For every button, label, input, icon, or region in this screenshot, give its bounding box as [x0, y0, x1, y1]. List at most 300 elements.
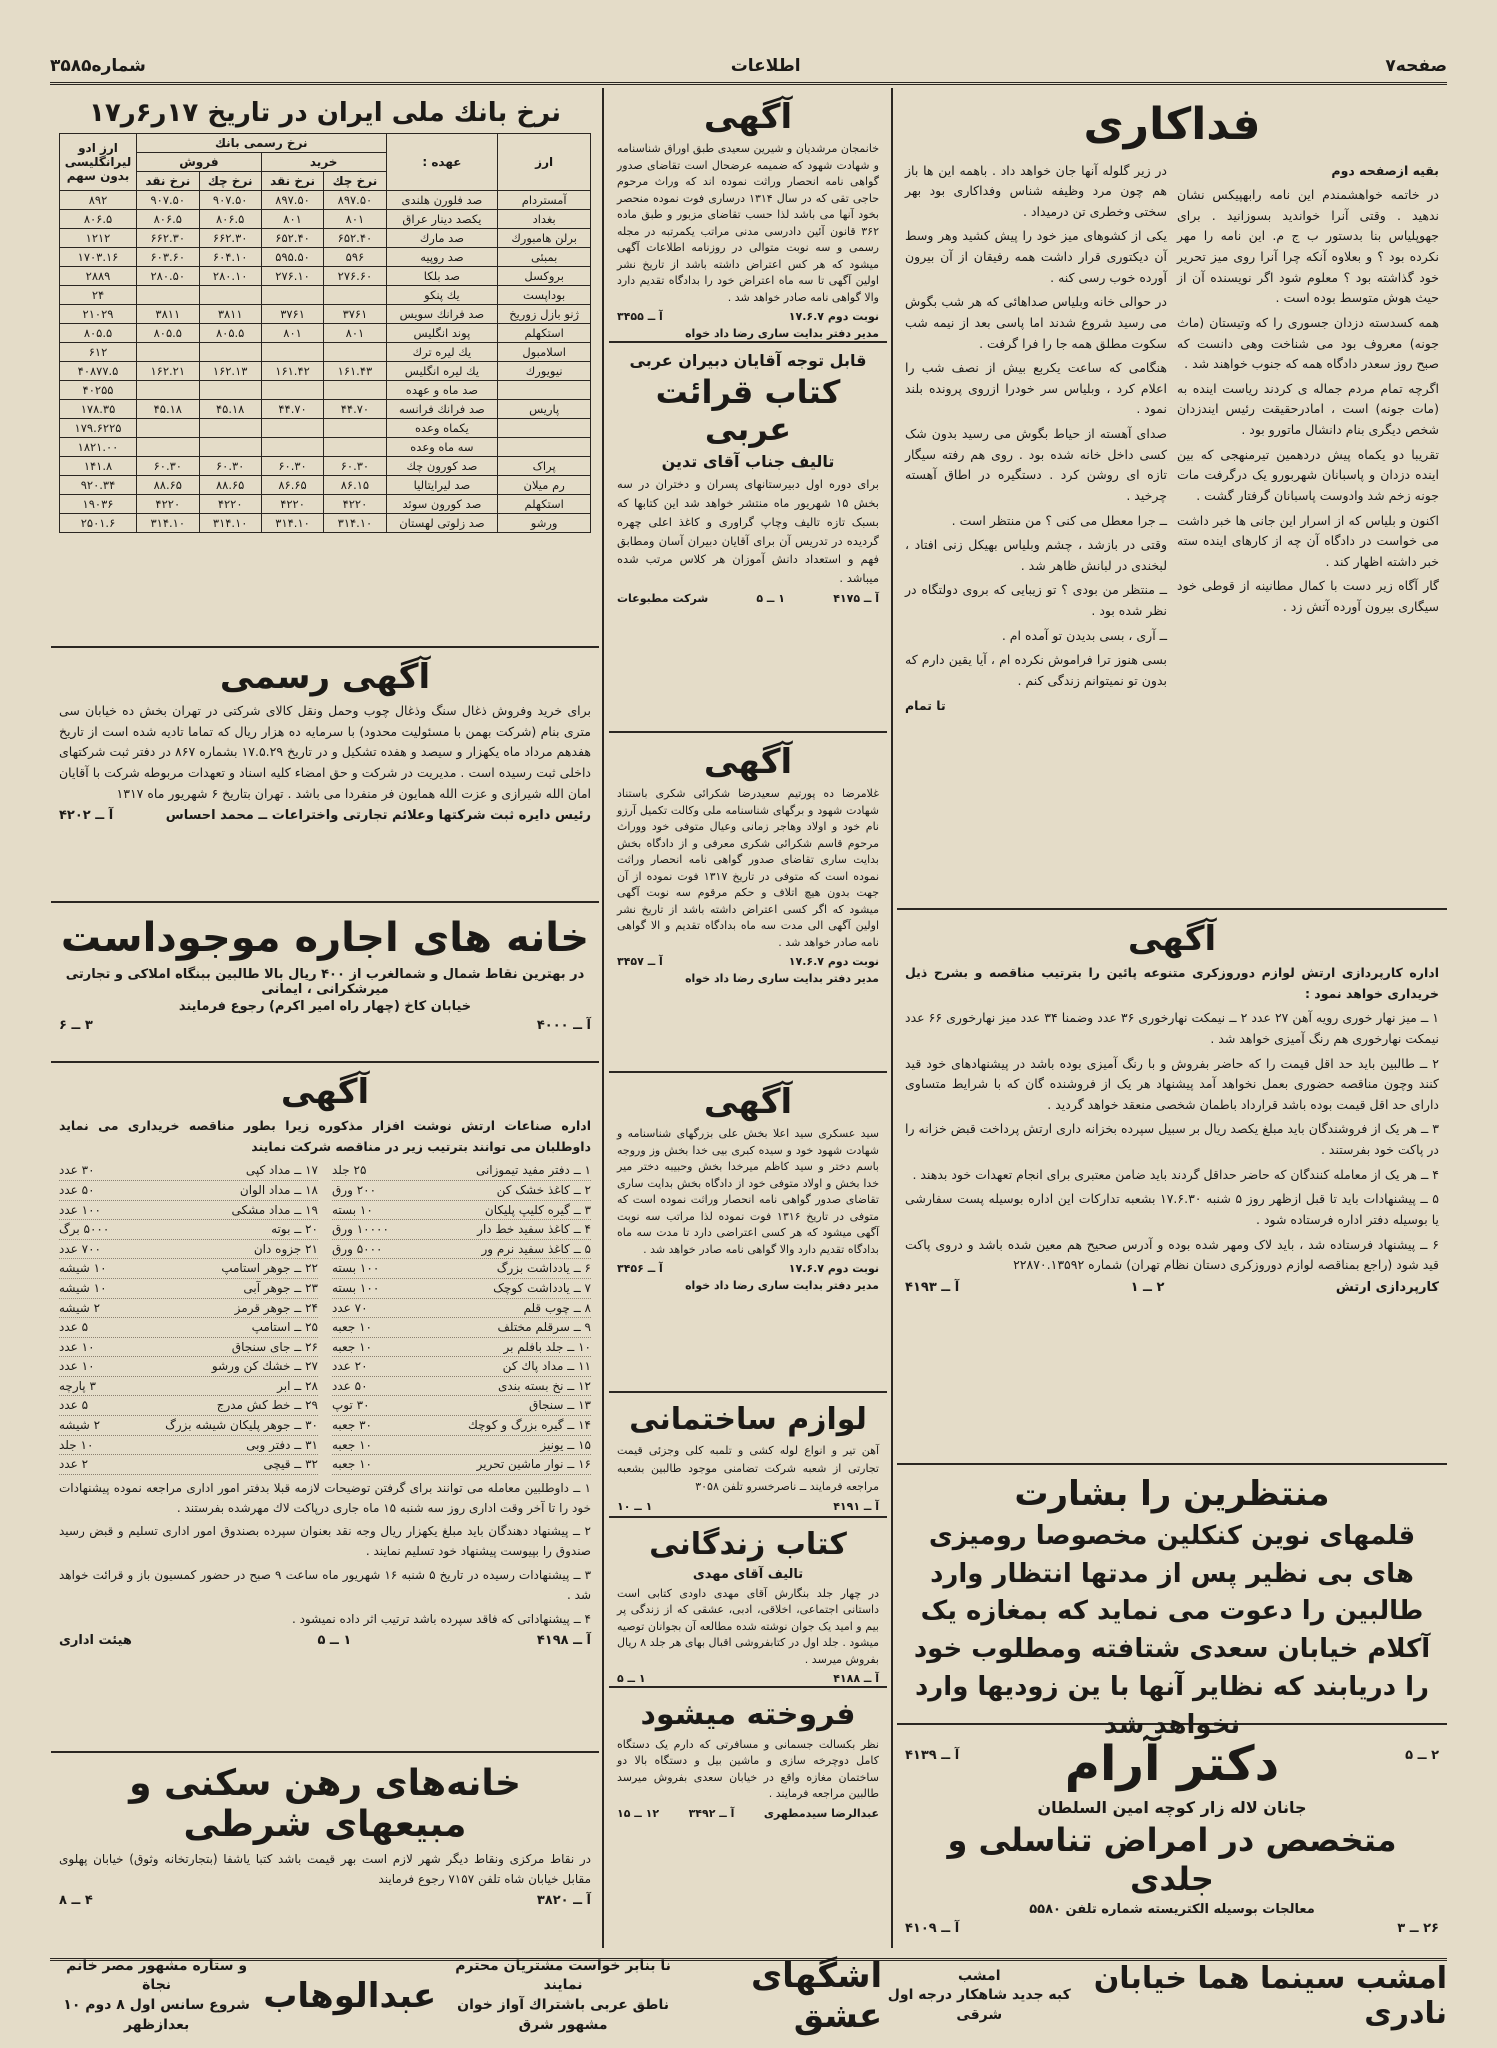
rates-cell: ۸۰۶.۵ [137, 210, 200, 229]
ad-signature-row [617, 972, 879, 985]
ad-inheritance-1 [609, 88, 887, 343]
item-quantity: ۲۰۰ ورق [332, 1182, 377, 1197]
ad-title: فروخته میشود [640, 1697, 856, 1732]
rates-cell [199, 438, 261, 457]
item-quantity: ۵ عدد [59, 1320, 89, 1335]
item-name: ۵ ــ کاغذ سفید نرم ور [481, 1241, 591, 1256]
item-name: ۷ ــ یادداشت کوچک [493, 1280, 591, 1295]
stationery-item [59, 1416, 318, 1436]
stationery-item [59, 1299, 318, 1319]
ad-footer [617, 310, 879, 323]
right-column [897, 88, 1447, 1943]
item-name: ۱۳ ــ سنجاق [529, 1398, 591, 1413]
rates-cell [324, 343, 386, 362]
stationery-item [332, 1436, 591, 1456]
rates-cell [199, 286, 261, 305]
stationery-item [332, 1416, 591, 1436]
ad-body: در بهترین نقاط شمال و شمالغرب از ۴۰۰ ریال بالا طالبین ببنگاه املاکی و تجارتی میرشکرانی ، ایمانی [65, 967, 585, 997]
item-quantity: ۷۰ عدد [332, 1300, 368, 1315]
rates-cell: صد فرانك سویس [386, 305, 498, 324]
stationery-item [332, 1279, 591, 1299]
ad-body: برای خرید وفروش ذغال سنگ وذغال چوب وحمل ونقل کالای شرکتی در تهران بخش ده خیابان سی متری بنام (شرکت بهمن با مسئولیت محدود) با سرمایه ده هزار ریال که تماما تادیه شده است از تاریخ هفدهم مرداد ماه یکهزار و سیصد و هفده تشکیل و در تاریخ ۱۷.۵.۲۹ بشماره ۸۶۷ در دفتر ثبت شرکتهای داخلی ثبت رسیده است . مدیریت در شرکت و حق امضاء کلیه اسناد و تعهدات مربوطه شرکت با آقایان امان الله شیرازی و عزت الله همایون فر منفردا می باشد . تهران بتاریخ ۶ شهریور ماه ۱۳۱۷ [59, 703, 592, 801]
rates-cell: پاریس [498, 400, 591, 419]
rates-cell: ۴۴.۷۰ [261, 400, 324, 419]
item-name: ۱۵ ــ یونیز [540, 1437, 591, 1452]
ad-condition: ۴ ــ پیشنهاداتی که فاقد سپرده باشد ترتیب اثر داده نمیشود . [291, 1611, 591, 1626]
ad-item: ۳ ــ هر یک از فروشندگان باید مبلغ یکصد ریال بر سبیل سپرده بخزانه داری ارتش پرداخت قبض خزانه را در پاکت خود بفرستند . [905, 1121, 1439, 1158]
rates-cell: ۱۲۱۲ [60, 229, 137, 248]
item-name: ۲۷ ــ خشك کن ورشو [211, 1359, 318, 1374]
rates-cell: نیویورك [498, 362, 591, 381]
rates-row [60, 267, 591, 286]
ad-pages: ۱ ــ ۱۰ [617, 1499, 653, 1513]
ad-pages: ۲۶ ــ ۳ [1397, 1920, 1439, 1936]
ad-footer [59, 1893, 591, 1908]
item-name: ۲۱ جزوه دان [253, 1241, 318, 1256]
film-note-block [882, 1967, 1076, 2026]
item-quantity: ۲۵ جلد [332, 1163, 367, 1178]
stationery-item [332, 1161, 591, 1181]
ad-footer [59, 1018, 591, 1033]
rates-cell: ۶۰.۳۰ [199, 457, 261, 476]
rates-cell: ۴۲۲۰ [199, 495, 261, 514]
rates-cell: ۱۸۲۱.۰۰ [60, 438, 137, 457]
stationery-item [59, 1396, 318, 1416]
ad-title: دکتر آرام [1064, 1736, 1280, 1792]
rates-cell: ۸۶.۶۵ [261, 476, 324, 495]
rates-cell: صد روپیه [386, 248, 498, 267]
item-name: ۱۷ ــ مداد کپی [245, 1163, 318, 1178]
rates-row [60, 457, 591, 476]
rates-cell: صد بلکا [386, 267, 498, 286]
item-quantity: ۳۰ عدد [59, 1163, 95, 1178]
rates-cell: برلن هامبورك [498, 229, 591, 248]
item-quantity: ۲۰ عدد [332, 1359, 368, 1374]
item-name: ۱۰ ــ جلد بافلم بر [503, 1339, 591, 1354]
item-quantity: ۱۰ جلد [59, 1437, 94, 1452]
item-name: ۱۶ ــ نوار ماشین تحریر [476, 1457, 591, 1472]
rates-cell [324, 438, 386, 457]
item-quantity: ۱۰۰۰۰ ورق [332, 1222, 389, 1237]
ad-footer [617, 592, 879, 605]
ad-notice: قابل توجه آقایان دبیران عربی [629, 351, 867, 370]
story-paragraph: همه کسدسته دزدان جسوری را که وتیستان (ماث جونه) معروف بود می شناخت وهی دانست که صبح روز سعدر دادگاه همه که جنوب خواهند شد . [1177, 314, 1439, 372]
item-quantity: ۱۰ بسته [332, 1202, 373, 1217]
ad-code: آ ــ ۳۴۵۷ [617, 955, 663, 969]
rates-cell: ۸۰۵.۵ [60, 324, 137, 343]
item-quantity: ۱۰ جعبه [332, 1320, 372, 1335]
rates-cell: ۴۵.۱۸ [137, 400, 200, 419]
rates-cell: یك لیره ترك [386, 343, 498, 362]
ad-footer [59, 808, 591, 823]
rates-cell: ۵۹۵.۵۰ [261, 248, 324, 267]
story-paragraph: صدای آهسته از حیاط بگوش می رسید بدون شک کسی داخل خانه شده بود . روی هم رفته سیگار تازه ای روشن کرد . دستگیره در اطاق آهسته چرخید . [905, 426, 1167, 503]
ad-title: منتظرین را بشارت [1014, 1474, 1330, 1514]
stationery-item [332, 1357, 591, 1377]
ad-item: ۲ ــ طالبین باید حد اقل قیمت را که حاضر بفروش و با رنگ آمیزی بوده باشد در پیشنهادهای خود قید کنند وچون مناقصه حضوری بعمل نخواهد آمد پیشنهاد هر یک از فروشنده گان که با شرایط متساوی دارای حد اقل قیمت بوده باشد قرارداد باطمان شخصی منعقد خواهد گردید . [905, 1055, 1439, 1112]
rates-cell: ۳۷۶۱ [261, 305, 324, 324]
rates-cell [137, 343, 200, 362]
rates-col-extra: ارز ادو لیرانگلیسی بدون سهم [60, 134, 137, 191]
rates-col-sell: فروش [137, 153, 262, 172]
rates-row [60, 324, 591, 343]
item-quantity: ۱۰ عدد [59, 1339, 95, 1354]
ad-pages: ۴ ــ ۸ [59, 1893, 93, 1909]
ad-title: لوازم ساختمانی [629, 1402, 867, 1437]
ad-stationery-tender [51, 1063, 599, 1753]
ad-footer [59, 1633, 591, 1648]
ad-item: ۱ ــ میز نهار خوری رویه آهن ۲۷ عدد ۲ ــ نیمکت نهارخوری ۳۶ عدد وضمنا ۳۴ عدد میز نهارخوری ۶۶ عدد نیمکت نهارخوری هم رنگ آمیزی خواهد شد . [905, 1010, 1439, 1046]
cinema-name: امشب سینما هما خیابان نادری [1093, 1961, 1447, 2031]
ad-code: آ ــ ۴۱۹۱ [833, 1499, 879, 1513]
ad-code: آ ــ ۳۴۵۵ [617, 310, 663, 324]
rates-cell: ۴۵.۱۸ [199, 400, 261, 419]
rates-cell: بغداد [498, 210, 591, 229]
item-name: ۳۱ ــ دفتر وبی [246, 1437, 318, 1452]
rates-row [60, 381, 591, 400]
rates-cell: صد زلوتی لهستان [386, 514, 498, 533]
stationery-item [332, 1181, 591, 1201]
rates-row [60, 191, 591, 210]
rates-col-currency: ارز [498, 134, 591, 191]
ad-address: خیابان کاخ (چهار راه امیر اکرم) رجوع فرمایند [178, 999, 472, 1014]
ad-footer [617, 1672, 879, 1685]
rates-cell: ۲۷۶.۱۰ [261, 267, 324, 286]
story-paragraph: گار آگاه زیر دست با کمال مطانینه از قوطی خود سیگاری بیرون آورده آتش زد . [1177, 578, 1439, 615]
rates-cell: ۲۴ [60, 286, 137, 305]
item-name: ۲۲ ــ جوهر استامپ [221, 1261, 318, 1276]
rates-cell: صد فلورن هلندی [386, 191, 498, 210]
rates-cell: بروکسل [498, 267, 591, 286]
film-title: اشگهای عشق [750, 1956, 883, 2036]
bank-rates [51, 88, 599, 648]
ad-inheritance-2 [609, 733, 887, 1073]
ad-signature: مدیر دفتر بدایت ساری رضا داد خواه [685, 327, 879, 341]
ad-doctor-aram [897, 1725, 1447, 1943]
rates-cell: ۹۲۰.۳۴ [60, 476, 137, 495]
ad-pages: ۱ ــ ۵ [756, 592, 785, 606]
rates-cell [199, 343, 261, 362]
item-quantity: ۱۰ جعبه [332, 1437, 372, 1452]
item-quantity: ۵۰ عدد [332, 1378, 368, 1393]
rates-cell: ۸۰۵.۵ [137, 324, 200, 343]
rates-row [60, 362, 591, 381]
rates-cell: ۳۱۴.۱۰ [324, 514, 386, 533]
rates-row [60, 495, 591, 514]
ad-condition: ۱ ــ داوطلبین معامله می توانند برای گرفتن توضیحات لازمه قبلا بدفتر امور اداری مراجعه نموده پیشنهادات خود را تا آخر وقت اداری روز سه شنبه ۱۵ ماه جاری درپاکت لاك مهرشده بفرستند . [59, 1480, 591, 1515]
rates-col-buy: خرید [261, 153, 386, 172]
running-header [50, 50, 1447, 85]
cinema-banner [50, 1956, 1447, 2036]
item-name: ۱۴ ــ گیره بزرگ و کوچك [468, 1418, 591, 1433]
stationery-item [332, 1201, 591, 1221]
ad-code: آ ــ ۴۲۰۲ [59, 808, 114, 824]
issue-number: شماره۳۵۸۵ [50, 56, 146, 76]
rates-col-unit: عهده : [386, 134, 498, 191]
stationery-item [59, 1259, 318, 1279]
rates-cell: ورشو [498, 514, 591, 533]
stationery-item [59, 1181, 318, 1201]
rates-cell [137, 381, 200, 400]
rates-cell: ۸۰۵.۵ [199, 324, 261, 343]
item-name: ۱۸ ــ مداد الوان [239, 1182, 318, 1197]
stationery-item [59, 1436, 318, 1456]
rates-cell: صد کورون چك [386, 457, 498, 476]
rates-cell: اسلامبول [498, 343, 591, 362]
ad-item: ۵ ــ پیشنهادات باید تا قبل ازظهر روز ۵ شنبه ۱۷.۶.۳۰ بشعبه تدارکات این اداره بوسیله پست سفارشی یا بوسیله دفتر اداره فرستاده شود . [905, 1191, 1439, 1227]
rates-cell: ژنو بازل زوریخ [498, 305, 591, 324]
rates-cell: ۹۰۷.۵۰ [137, 191, 200, 210]
rates-cell: ۶۰۴.۱۰ [199, 248, 261, 267]
ad-pages: ۱۲ ــ ۱۵ [617, 1806, 660, 1820]
ad-signature: عبدالرضا سیدمطهری [763, 1806, 879, 1820]
rates-cell: استکهلم [498, 324, 591, 343]
ad-intro: اداره کارپردازی ارتش لوازم دوروزکری متنوعه پائین را بترتیب مناقصه و بشرح ذیل خریداری خواهد نمود : [905, 965, 1439, 1001]
item-quantity: ۱۰ جعبه [332, 1339, 372, 1354]
rates-cell: ۲۵۰۱.۶ [60, 514, 137, 533]
ad-body: در نقاط مرکزی ونقاط دیگر شهر لازم است بهر قیمت باشد کتبا یاشفا (بتجارتخانه وثوق) خیابان پهلوی مقابل خیابان شاه تلفن ۷۱۵۷ رجوع فرمایند [59, 1851, 591, 1886]
ad-footer [617, 1262, 879, 1275]
stationery-item [59, 1201, 318, 1221]
paper-name: اطلاعات [730, 56, 801, 76]
story-title: فداکاری [1083, 99, 1261, 150]
rates-body [60, 191, 591, 533]
rates-cell [137, 419, 200, 438]
ad-body: خانمجان مرشدیان و شیرین سعیدی طبق اوراق شناسنامه و شهادت شهود که ضمیمه عرضحال است تقاضای صدور گواهی نامه انحصار وراثت نموده اند که وراث مرحوم حاجی تقی که در سال ۱۳۱۴ درساری فوت نموده منحصر بخود آنها می باشد لذا حسب تقاضای مزبور و طبق ماده ۳۶۲ قانون آئین دادرسی مدنی مراتب یکمرتبه در مجله رسمی و سه نوبت متوالی در روزنامه اطلاعات آگهی میشود که هر کس اعتراض داشته باشد از تاریخ نشر اولین آگهی تا سه ماه اعتراض خود را بدادگاه تقدیم دارد والا گواهی نامه صادر خواهد شد . [617, 142, 879, 304]
rates-cell: ۸۰۶.۵ [60, 210, 137, 229]
middle-column [609, 88, 887, 1858]
stationery-item [332, 1396, 591, 1416]
items-list-left [59, 1161, 318, 1475]
rates-cell: ۸۰۱ [261, 210, 324, 229]
star-note: و ستاره مشهور مصر خانم نجاة [66, 1957, 248, 1994]
ad-pages: ۱ ــ ۵ [317, 1633, 352, 1649]
ad-rental-houses [51, 903, 599, 1063]
film-note: کبه جدید شاهکار درجه اول شرقی [887, 1987, 1071, 2023]
ad-official-notice [51, 648, 599, 903]
rates-cell: صد لیرایتالیا [386, 476, 498, 495]
ad-title: کتاب قرائت عربی [655, 373, 841, 448]
item-name: ۸ ــ چوب قلم [523, 1300, 591, 1315]
rates-cell: ۸۶.۱۵ [324, 476, 386, 495]
rates-cell: پوند انگلیس [386, 324, 498, 343]
rates-cell: ۶۰.۳۰ [324, 457, 386, 476]
item-quantity: ۳۰ جعبه [332, 1418, 372, 1433]
ad-code: آ ــ ۴۱۰۹ [905, 1920, 960, 1936]
item-name: ۱۹ ــ مداد مشکی [231, 1202, 318, 1217]
rates-row [60, 400, 591, 419]
rates-cell: بمبئی [498, 248, 591, 267]
ad-inheritance-3 [609, 1073, 887, 1393]
rates-cell: ۸۰۱ [261, 324, 324, 343]
ad-pages: ۲ ــ ۱ [1130, 1279, 1165, 1295]
ad-arabic-book [609, 343, 887, 733]
ad-army-procurement [897, 910, 1447, 1465]
item-quantity: ۱۰ شیشه [59, 1261, 107, 1276]
item-name: ۲۰ ــ بوته [271, 1222, 318, 1237]
stationery-item [59, 1377, 318, 1397]
item-quantity: ۱۰ شیشه [59, 1280, 107, 1295]
ad-signature-row [617, 327, 879, 340]
rates-row [60, 419, 591, 438]
rates-sub-cash: نرخ نقد [137, 172, 200, 191]
item-quantity: ۱۰۰ بسته [332, 1261, 380, 1276]
stationery-item [332, 1299, 591, 1319]
story-paragraph: بسی هنوز ترا فراموش نکرده ام ، آیا یقین دارم که بدون تو نمیتوانم زندگی کنم . [905, 652, 1167, 688]
rates-cell: ۸۹۷.۵۰ [261, 191, 324, 210]
ad-code: آ ــ ۴۱۹۳ [905, 1279, 960, 1295]
rates-cell: ۸۸.۶۵ [199, 476, 261, 495]
ad-pages: ۱ ــ ۵ [617, 1672, 646, 1685]
ad-date: نوبت دوم ۱۷.۶.۷ [788, 310, 879, 324]
story-end-mark: تا تمام [905, 697, 946, 713]
rates-cell [261, 381, 324, 400]
rates-cell [498, 381, 591, 400]
ad-body: غلامرضا ده پورتیم سعیدرضا شکرائی شکری باستناد شهادت شهود و برگهای شناسنامه ملی وکالت تکمیل آرزو نام خود و اولاد وهاجر زمانی وعیال متوفی خود ووراث مرحوم قاسم شکرائی شکری معرفی و از دادگاه بخش بدایت ساری تقاضای صدور گواهی نامه انحصار وراثت نموده است که متوفی در تاریخ ۱۳۱۷ فوت نموده از آن جهت بدون هیچ اتلاف و حکم مرقوم سه نوبت آگهی میشود که اگر کسی اعتراض داشته باشد از تاریخ نشر اولین آگهی الی مدت سه ماه بدادگاه تقدیم و الا گواهی نامه صادر خواهد شد . [617, 787, 879, 949]
stationery-item [59, 1240, 318, 1260]
item-name: ۲۹ ــ خط کش مدرج [216, 1398, 318, 1413]
column-rule-1 [891, 88, 893, 1948]
rates-cell [261, 438, 324, 457]
ad-signature: رئیس دایره ثبت شرکتها وعلائم تجارتی واختراعات ــ محمد احساس [165, 808, 591, 824]
ad-title: آگهی رسمی [219, 657, 431, 697]
item-name: ۱۱ ــ مداد پاك کن [502, 1359, 591, 1374]
actor-note: ناطق عربی باشتراك آواز خوان مشهور شرق [457, 1997, 669, 2033]
rates-cell: صد فرانك فرانسه [386, 400, 498, 419]
ad-intro: اداره صناعات ارتش نوشت افزار مذکوره زیرا بطور مناقصه خریداری می نماید داوطلبان می توانند بترتیب زیر در مناقصه شرکت نمایند [59, 1118, 591, 1154]
rates-row [60, 286, 591, 305]
rates-row [60, 438, 591, 457]
rates-cell [498, 419, 591, 438]
rates-row [60, 476, 591, 495]
ad-title: آگهی [1127, 919, 1217, 959]
ad-date: نوبت دوم ۱۷.۶.۷ [788, 955, 879, 969]
rates-cell: ۱۶۱.۴۳ [324, 362, 386, 381]
rates-cell: یکصد دینار عراق [386, 210, 498, 229]
story-column-b [905, 161, 1167, 721]
ad-body: آهن تیر و انواع لوله کشی و تلمبه کلی وجزئی قیمت تجارتی از شعبه شرکت تضامنی موجود طالبین بشعبه مراجعه فرمایند ــ ناصرخسرو تلفن ۳۰۵۸ [617, 1443, 879, 1493]
rates-cell: ۱۶۲.۱۳ [199, 362, 261, 381]
stationery-item [332, 1220, 591, 1240]
item-name: ۳۲ ــ قیچی [263, 1457, 318, 1472]
rates-cell: ۲۸۰.۱۰ [199, 267, 261, 286]
item-name: ۲۵ ــ استامپ [251, 1320, 318, 1335]
rates-row [60, 343, 591, 362]
respect-note: نا بنابر خواست مشتریان محترم نمایند [455, 1957, 671, 1994]
rates-cell: رم میلان [498, 476, 591, 495]
item-quantity: ۵ عدد [59, 1398, 89, 1413]
rates-cell: سه ماه وعده [386, 438, 498, 457]
item-name: ۳۰ ــ جوهر پلیکان شیشه بزرگ [165, 1418, 318, 1433]
rates-cell [498, 438, 591, 457]
rates-cell: ۱۷۹.۶۲۲۵ [60, 419, 137, 438]
rates-cell: ۲۱۰۲۹ [60, 305, 137, 324]
ad-footer [905, 1280, 1439, 1295]
rates-cell: ۶۰.۳۰ [137, 457, 200, 476]
item-name: ۲۸ ــ ابر [277, 1378, 318, 1393]
rates-cell: ۶۶۲.۳۰ [137, 229, 200, 248]
stationery-item [59, 1338, 318, 1358]
ad-body: در چهار جلد بنگارش آقای مهدی داودی کتابی است داستانی اجتماعی، اخلاقی، ادبی، عشقی که از زندگی پر بیم و امید یک جوان نوشته شده مطالعه آن بجوانان توصیه میشود . جلد اول در کتابفروشی اقبال بهای هر جلد ۸ ریال بفروش میرسد . [617, 1586, 879, 1666]
rates-cell: ۲۸۰.۵۰ [137, 267, 200, 286]
ad-code: آ ــ ۳۴۵۶ [617, 1262, 663, 1276]
stationery-item [332, 1455, 591, 1475]
ad-date: نوبت دوم ۱۷.۶.۷ [788, 1262, 879, 1276]
ad-title: کتاب زندگانی [649, 1527, 847, 1562]
actor-name: عبدالوهاب [263, 1976, 437, 2016]
rates-cell [324, 419, 386, 438]
rates-cell: ۸۸.۶۵ [137, 476, 200, 495]
story-paragraph: تقریبا دو یکماه پیش دردهمین تیرمنهجی که بین اینده دزدان و پاسبانان شهربورو یک درگرفت مات جونه زخم شد وادوست پاسبانان گرفتار گشت . [1177, 446, 1439, 503]
ad-title: خانه های اجاره موجوداست [60, 915, 590, 961]
rates-cell: ۹۰۷.۵۰ [199, 191, 261, 210]
item-name: ۲ ــ کاغذ خشک کن [496, 1182, 591, 1197]
rates-cell [261, 343, 324, 362]
doctor-specialty: متخصص در امراض تناسلی و جلدی [947, 1821, 1397, 1898]
doctor-note: معالجات بوسیله الکتریسته شماره تلفن ۵۵۸۰ [1029, 1901, 1315, 1917]
rates-sub-check: نرخ چك [199, 172, 261, 191]
ad-signature: هیئت اداری [59, 1633, 132, 1649]
rates-cell: ۳۷۶۱ [324, 305, 386, 324]
stationery-item [59, 1318, 318, 1338]
rates-col-official: نرخ رسمی بانك [137, 134, 387, 153]
ad-conditions [59, 1479, 591, 1630]
rates-cell [324, 286, 386, 305]
item-quantity: ۷۰۰ عدد [59, 1241, 101, 1256]
stationery-item [59, 1357, 318, 1377]
rates-cell: ۲۷۶.۶۰ [324, 267, 386, 286]
ad-title: آگهی [703, 97, 793, 137]
rates-cell: ۳۱۴.۱۰ [199, 514, 261, 533]
ad-body: نظر بکسالت جسمانی و مسافرتی که دارم یک دستگاه کامل دوچرخه سازی و ماشین بیل و دستگاه بالا دو ساختمان مغازه واقع در خیابان سعدی بفروش میرسد طالبین مراجعه فرمایند . [617, 1737, 879, 1800]
rates-cell: ۶۶۲.۳۰ [199, 229, 261, 248]
item-quantity: ۱۰۰ عدد [59, 1202, 101, 1217]
rates-cell: ۴۲۲۰ [261, 495, 324, 514]
rates-cell: ۱۴۱.۸ [60, 457, 137, 476]
stationery-item [59, 1161, 318, 1181]
ad-code: آ ــ ۴۱۳۹ [905, 1748, 960, 1764]
rates-cell: صد مارك [386, 229, 498, 248]
stationery-item [332, 1338, 591, 1358]
rates-cell: ۴۰۲۵۵ [60, 381, 137, 400]
rates-cell [199, 381, 261, 400]
stationery-item [59, 1220, 318, 1240]
item-name: ۱ ــ دفتر مفید تیموزانی [475, 1163, 591, 1178]
rates-cell: ۶۵۲.۴۰ [261, 229, 324, 248]
ad-body: برای دوره اول دبیرستانهای پسران و دختران در سه بخش ۱۵ شهریور ماه منتشر خواهد شد این کتابها که بسبک تازه تالیف وچاپ گراوری و کاغذ اعلی چهره گردیده در تدریس آن برای آقایان دبیران آسان ومطابق فهم و استعداد دانش آموزان هر کلاس مرتب شده میباشد . [617, 476, 879, 586]
ad-code: آ ــ ۴۱۸۸ [833, 1672, 879, 1685]
ad-body [905, 963, 1439, 1276]
rates-cell: ۸۹۷.۵۰ [324, 191, 386, 210]
rates-cell: یك پنکو [386, 286, 498, 305]
ad-body: سید عسکری سید اعلا بخش علی بزرگهای شناسنامه و شهادت شهود خود و سیده کبری بیی خدا بخش وز وروجه باسم دختر و سید کاظم میرخدا بخش وحبیبه دختر میر خدا بخش و اولاد متوفی خود از دادگاه بخش بدایت ساری تقاضای صدور گواهی نامه انحصار وراثت نموده است که متوفی در تاریخ ۱۳۱۶ فوت نموده لذا مراتب سه نوبت آگهی میشود که هر کسی اعتراضی دارد تا مدت سه ماه بدادگاه تقدیم دارد والا گواهی نامه صادر خواهد شد . [617, 1127, 879, 1256]
rates-cell: ۸۰۱ [324, 324, 386, 343]
story-paragraph: در حوالی خانه وبلیاس صداهائی که هر شب بگوش می رسید شروع شدند اما پاسی بعد از نیمه شب سکوت مطلق همه جا را فرا گرفت . [905, 294, 1167, 351]
rates-cell: صد ماه و عهده [386, 381, 498, 400]
book-author: تالیف آقای مهدی [692, 1566, 804, 1582]
rates-row [60, 248, 591, 267]
ad-condition: ۳ ــ پیشنهادات رسیده در تاریخ ۵ شنبه ۱۶ شهریور ماه ساعت ۹ صبح در حضور کمسیون باز و قرائت خواهد شد . [59, 1568, 592, 1602]
rates-row [60, 514, 591, 533]
rates-cell [137, 438, 200, 457]
rates-cell: ۵۹۶ [324, 248, 386, 267]
rates-cell: یك لیره انگلیس [386, 362, 498, 381]
ad-signature-row [617, 1279, 879, 1292]
story-paragraph: اگرچه تمام مردم جماله ی کردند ریاست اینده به (مات جونه) است ، امادرحقیقت رئیس ایندزدان شخص دیگری بنام دانشال ماتورو بود . [1177, 380, 1439, 438]
rates-cell: ۳۸۱۱ [199, 305, 261, 324]
rates-cell: ۱۶۱.۴۲ [261, 362, 324, 381]
rates-sub-check: نرخ چك [324, 172, 386, 191]
